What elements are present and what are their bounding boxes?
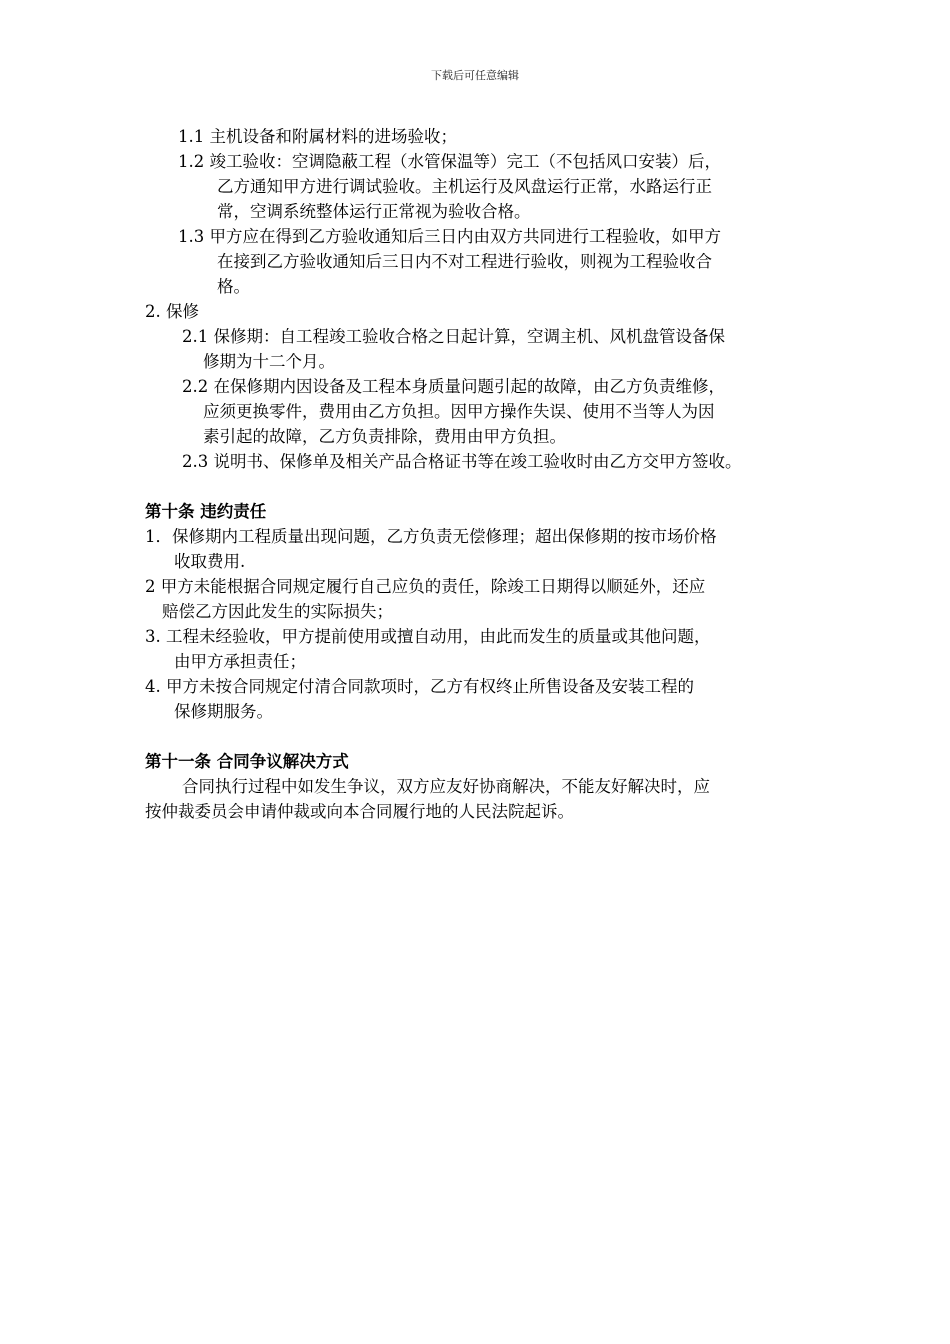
clause-2-1-cont: 修期为十二个月。	[203, 352, 335, 371]
clause-1-2-cont: 乙方通知甲方进行调试验收。主机运行及风盘运行正常，水路运行正	[217, 177, 712, 196]
clause-2-3: 2.3 说明书、保修单及相关产品合格证书等在竣工验收时由乙方交甲方签收。	[182, 452, 742, 471]
dispute-paragraph: 合同执行过程中如发生争议，双方应友好协商解决，不能友好解决时，应	[182, 777, 710, 796]
liability-item-4-cont: 保修期服务。	[174, 702, 273, 721]
liability-item-1-cont: 收取费用.	[174, 552, 246, 571]
clause-1-3-cont: 格。	[217, 277, 250, 296]
clause-2-2: 2.2 在保修期内因设备及工程本身质量问题引起的故障，由乙方负责维修，	[182, 377, 725, 396]
dispute-paragraph-cont: 按仲裁委员会申请仲裁或向本合同履行地的人民法院起诉。	[145, 802, 574, 821]
liability-item-1: 1．保修期内工程质量出现问题，乙方负责无偿修理；超出保修期的按市场价格	[145, 527, 717, 546]
clause-2-2-cont: 素引起的故障，乙方负责排除，费用由甲方负担。	[203, 427, 566, 446]
liability-item-3-cont: 由甲方承担责任；	[174, 652, 306, 671]
clause-1-1: 1.1 主机设备和附属材料的进场验收；	[178, 127, 457, 146]
clause-1-2: 1.2 竣工验收：空调隐蔽工程（水管保温等）完工（不包括风口安装）后，	[178, 152, 721, 171]
liability-item-3: 3. 工程未经验收，甲方提前使用或擅自动用，由此而发生的质量或其他问题，	[145, 627, 711, 646]
liability-item-2-cont: 赔偿乙方因此发生的实际损失；	[162, 602, 393, 621]
liability-item-4: 4. 甲方未按合同规定付清合同款项时，乙方有权终止所售设备及安装工程的	[145, 677, 694, 696]
page-header-note: 下载后可任意编辑	[431, 69, 519, 82]
section-2-heading: 2. 保修	[145, 302, 199, 321]
liability-item-2: 2 甲方未能根据合同规定履行自己应负的责任，除竣工日期得以顺延外，还应	[145, 577, 706, 596]
clause-2-2-cont: 应须更换零件，费用由乙方负担。因甲方操作失误、使用不当等人为因	[203, 402, 715, 421]
clause-1-2-cont: 常，空调系统整体运行正常视为验收合格。	[217, 202, 531, 221]
clause-1-3-cont: 在接到乙方验收通知后三日内不对工程进行验收，则视为工程验收合	[217, 252, 712, 271]
article-10-heading: 第十条 违约责任	[145, 502, 267, 521]
article-11-heading: 第十一条 合同争议解决方式	[145, 752, 349, 771]
clause-1-3: 1.3 甲方应在得到乙方验收通知后三日内由双方共同进行工程验收，如甲方	[178, 227, 721, 246]
clause-2-1: 2.1 保修期：自工程竣工验收合格之日起计算，空调主机、风机盘管设备保	[182, 327, 725, 346]
